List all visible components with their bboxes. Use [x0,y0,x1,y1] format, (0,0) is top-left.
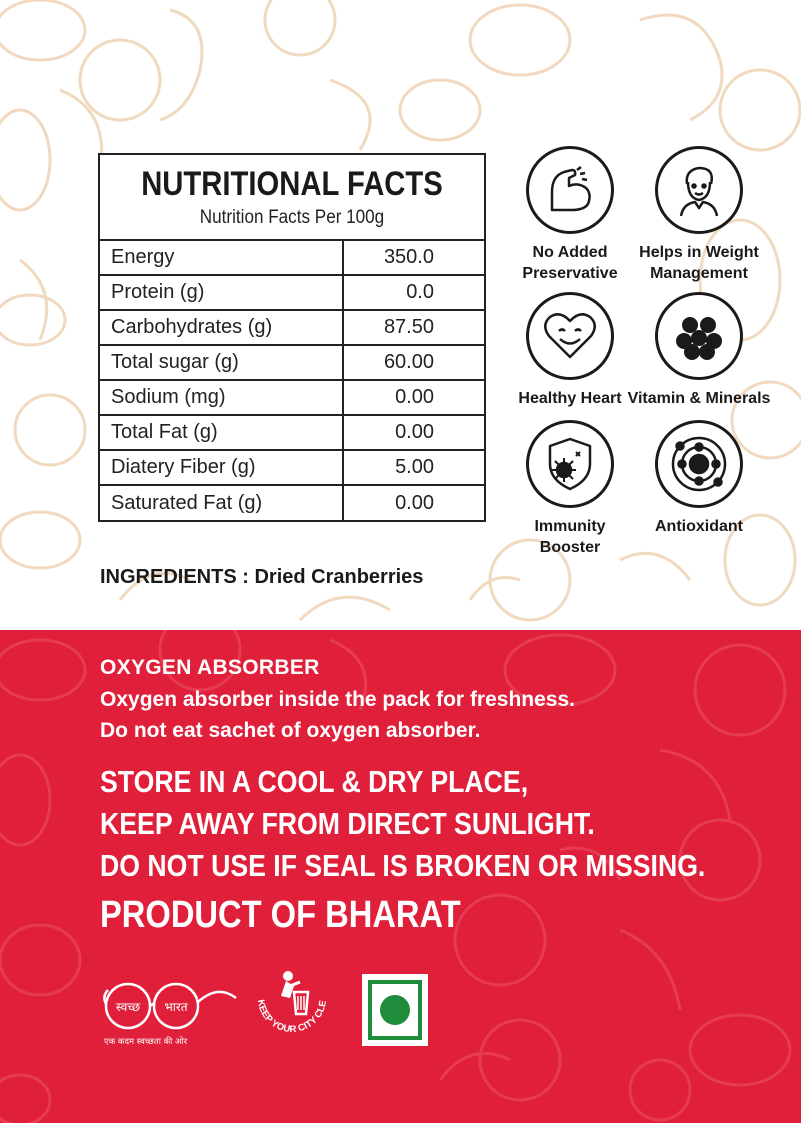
oxygen-absorber-line-1: Oxygen absorber inside the pack for freshness. [100,688,575,711]
ingredients-value: Dried Cranberries [254,566,424,588]
nutrition-subtitle: Nutrition Facts Per 100g [199,207,385,228]
nutrient-label: Diatery Fiber (g) [100,451,344,484]
badge-label: No Added Preservative [522,244,618,282]
nutrient-value: 350.0 [383,246,434,268]
nutrient-value: 87.50 [383,316,434,338]
badge-antioxidant [634,420,764,537]
ingredients [100,566,423,589]
storage-line-2: KEEP AWAY FROM DIRECT SUNLIGHT. [100,806,595,841]
nutrient-value: 0.00 [395,491,434,514]
svg-text:KEEP YOUR CITY CLEAN: KEEP YOUR CITY CLE [254,998,329,1036]
storage-line-3: DO NOT USE IF SEAL IS BROKEN OR MISSING. [100,848,706,883]
badge-label: Antioxidant [655,518,743,535]
badge-label: Immunity Booster [534,518,606,556]
svg-text:भारत: भारत [164,1000,188,1014]
nutrient-value: 0.00 [395,386,434,408]
keep-city-clean-logo [250,968,334,1048]
swachh-bharat-logo [100,978,240,1048]
nutrient-label: Total sugar (g) [100,346,344,379]
nutrition-row [100,381,484,416]
shield-virus-icon [526,420,614,508]
badge-label: Healthy Heart [518,390,622,407]
nutrition-title: NUTRITIONAL FACTS [141,165,443,203]
smiling-heart-icon [526,292,614,380]
berries-icon [655,292,743,380]
person-icon [655,146,743,234]
badge-weight-management [634,146,764,284]
nutrition-row [100,346,484,381]
badge-vitamin-minerals [627,292,771,409]
nutrient-value: 0.00 [395,421,434,443]
badge-immunity-booster [505,420,635,558]
oxygen-absorber-title: OXYGEN ABSORBER [100,656,320,679]
badge-no-preservative [505,146,635,284]
nutrient-value: 5.00 [395,456,434,478]
nutrition-facts-table [98,153,486,522]
bottom-panel [0,630,801,1123]
storage-line-1: STORE IN A COOL & DRY PLACE, [100,764,529,799]
nutrient-label: Sodium (mg) [100,381,344,414]
badge-healthy-heart [505,292,635,409]
product-origin: PRODUCT OF BHARAT [100,894,461,936]
nutrition-row [100,276,484,311]
svg-text:स्वच्छ: स्वच्छ [115,1000,141,1014]
nutrition-row [100,486,484,520]
nutrient-label: Energy [100,241,344,274]
nutrition-row [100,311,484,346]
nutrient-label: Saturated Fat (g) [100,486,344,520]
oxygen-absorber-line-2: Do not eat sachet of oxygen absorber. [100,719,481,742]
molecule-icon [655,420,743,508]
nutrition-row [100,451,484,486]
nutrition-row [100,416,484,451]
muscle-arm-icon [526,146,614,234]
ingredients-label: INGREDIENTS : [100,566,249,588]
nutrient-value: 60.00 [383,351,434,373]
nutrition-header [100,155,484,241]
nutrient-label: Total Fat (g) [100,416,344,449]
vegetarian-mark-icon [362,974,428,1046]
nutrition-row [100,241,484,276]
badge-label: Vitamin & Minerals [627,390,771,407]
badge-label: Helps in Weight Management [639,244,759,282]
nutrient-label: Protein (g) [100,276,344,309]
nutrient-label: Carbohydrates (g) [100,311,344,344]
svg-text:एक कदम स्वच्छता की ओर: एक कदम स्वच्छता की ओर [104,1037,188,1047]
nutrient-value: 0.0 [406,281,434,303]
